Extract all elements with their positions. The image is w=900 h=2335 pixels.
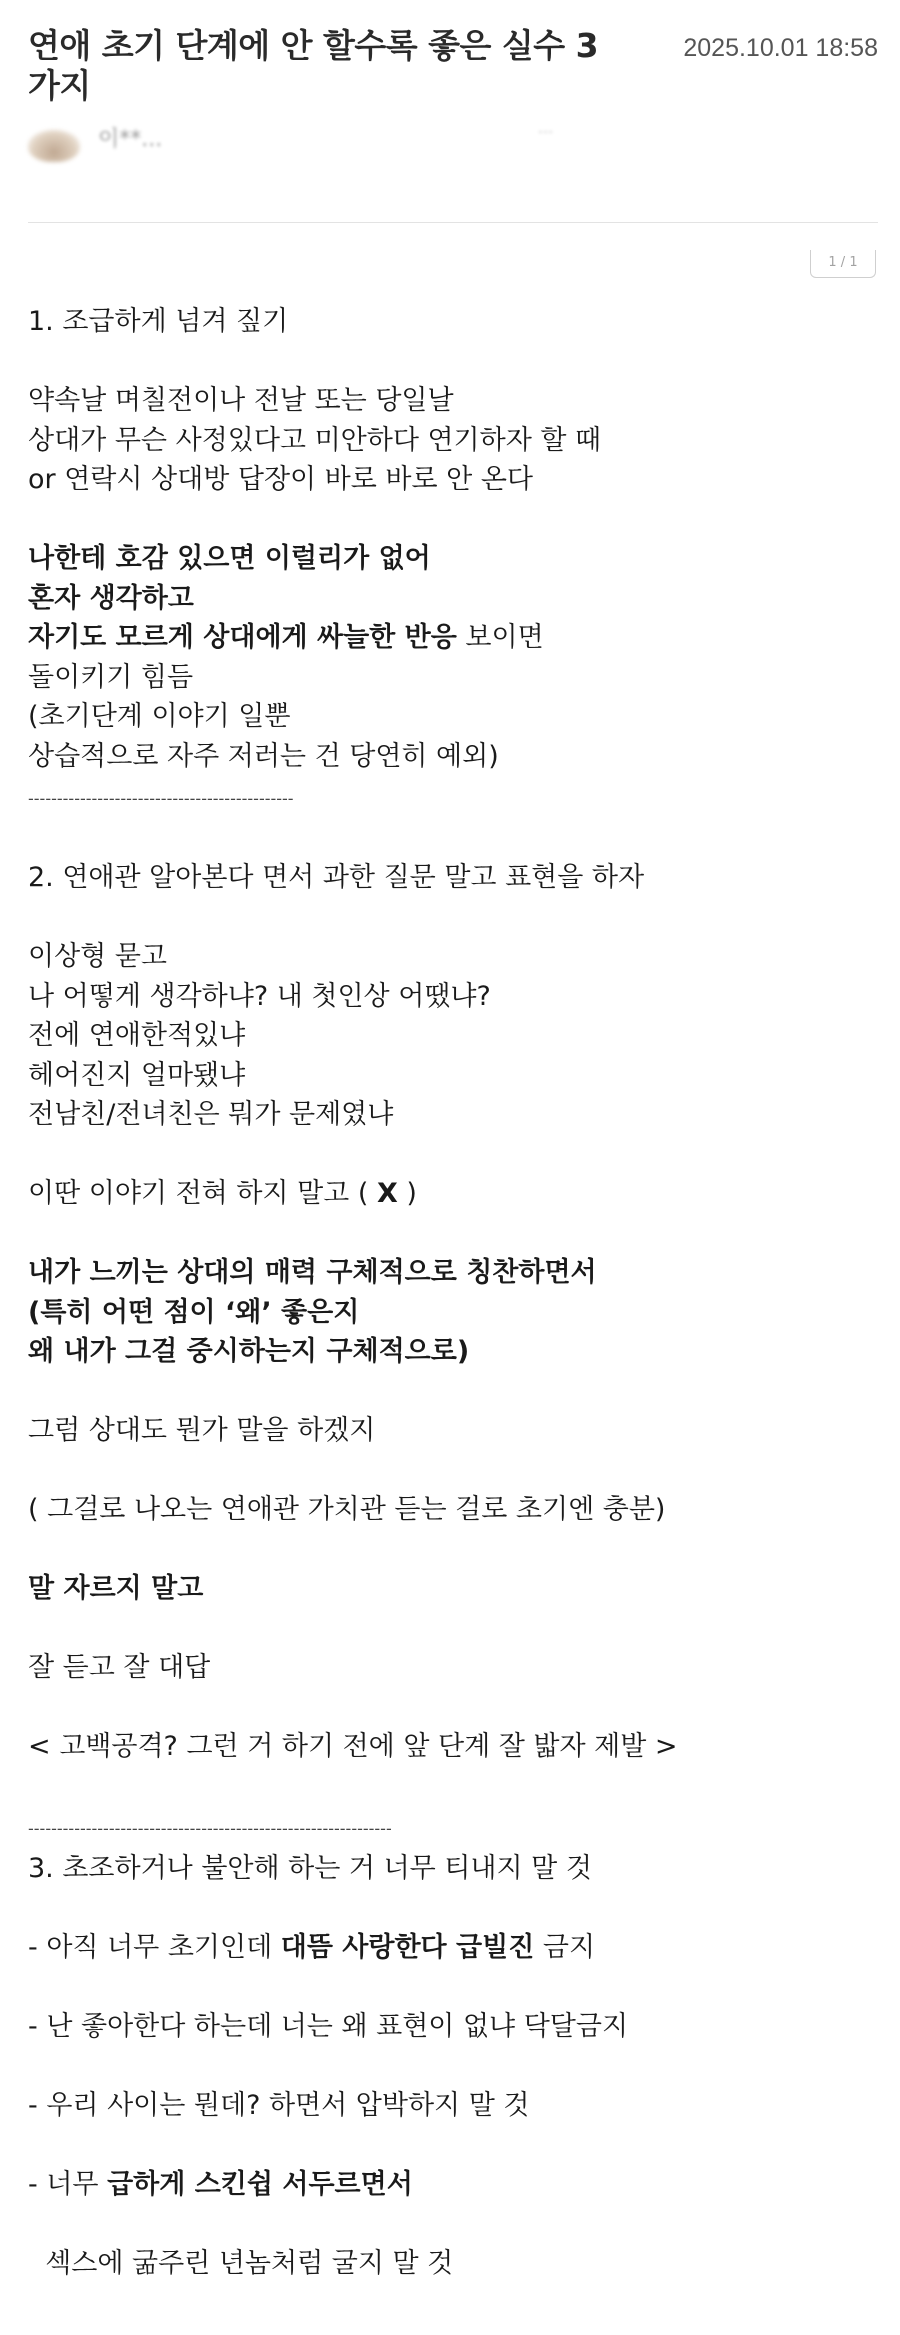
body-text: - 너무 — [28, 2168, 108, 2200]
body-text: 전에 연애한적있냐 — [28, 1020, 246, 1051]
body-text: 2. 연애관 알아본다 면서 과한 질문 말고 표현을 하자 — [28, 862, 645, 893]
blank-line — [28, 1135, 878, 1175]
author-extra: ... — [538, 118, 554, 137]
body-line — [28, 858, 878, 898]
body-line — [28, 1806, 878, 1849]
body-text: 보이면 — [456, 622, 544, 653]
body-line — [28, 2244, 878, 2284]
bold-text: 대뜸 사랑한다 급빌진 — [280, 1931, 535, 1963]
bold-text: X — [376, 1178, 398, 1209]
body-line — [28, 1056, 878, 1096]
blank-line — [28, 500, 878, 540]
body-text: 상대가 무슨 사정있다고 미안하다 연기하자 할 때 — [28, 424, 602, 456]
body-text: 금지 — [534, 1931, 596, 1963]
body-line — [28, 658, 878, 698]
bold-text: 말 자르지 말고 — [28, 1573, 204, 1604]
post-title: 연애 초기 단계에 안 할수록 좋은 실수 3 가지 — [28, 26, 599, 105]
blank-line — [28, 1888, 878, 1928]
blank-line — [28, 1767, 878, 1807]
blank-line — [28, 1530, 878, 1570]
blank-line — [28, 2125, 878, 2165]
body-line — [28, 1569, 878, 1609]
body-text: ) — [397, 1178, 417, 1209]
bold-text: 혼자 생각하고 — [28, 582, 194, 614]
body-line — [28, 381, 878, 421]
body-text: 돌이키기 힘듬 — [28, 661, 194, 693]
blank-line — [28, 1451, 878, 1491]
body-line — [28, 1727, 878, 1767]
body-line — [28, 302, 878, 342]
bold-text: 왜 내가 그걸 중시하는지 구체적으로) — [28, 1336, 470, 1367]
body-line — [28, 421, 878, 461]
author-name[interactable]: 이**... — [98, 127, 163, 152]
bold-text: 나한테 호감 있으면 이럴리가 없어 — [28, 543, 431, 574]
body-line — [28, 1174, 878, 1214]
body-line — [28, 618, 878, 658]
body-line — [28, 1411, 878, 1451]
blank-line — [28, 342, 878, 382]
blank-line — [28, 2204, 878, 2244]
body-text: 이딴 이야기 전혀 하지 말고 ( — [28, 1178, 377, 1209]
body-line — [28, 2007, 878, 2047]
body-line — [28, 1095, 878, 1135]
blank-line — [28, 1688, 878, 1728]
page-toggle-label: 1 / 1 — [828, 255, 858, 270]
body-line — [28, 1490, 878, 1530]
body-text: 전남친/전녀친은 뭐가 문제였냐 — [28, 1099, 394, 1130]
body-text: < 고백공격? 그런 거 하기 전에 앞 단계 잘 밟자 제발 > — [28, 1731, 678, 1762]
body-line — [28, 977, 878, 1017]
body-line — [28, 1253, 878, 1293]
body-line — [28, 697, 878, 737]
body-line — [28, 460, 878, 500]
body-text: 1. 조급하게 넘겨 짚기 — [28, 306, 289, 337]
body-line — [28, 1928, 878, 1968]
body-text: 그럼 상대도 뭔가 말을 하겠지 — [28, 1415, 376, 1446]
blank-line — [28, 1967, 878, 2007]
section-separator: ---------------------------------------------- — [28, 789, 294, 808]
body-text: 잘 듣고 잘 대답 — [28, 1652, 211, 1683]
body-line — [28, 937, 878, 977]
page-toggle-button[interactable] — [810, 250, 876, 278]
header-divider — [28, 222, 878, 223]
body-line — [28, 776, 878, 819]
body-line — [28, 737, 878, 777]
post-datetime: 2025.10.01 18:58 — [683, 34, 878, 62]
body-text: (초기단계 이야기 일뿐 — [28, 701, 291, 732]
body-line — [28, 1332, 878, 1372]
body-text: - 우리 사이는 뭔데? 하면서 압박하지 말 것 — [28, 2089, 530, 2121]
body-line — [28, 2086, 878, 2126]
body-line — [28, 1293, 878, 1333]
body-text: 나 어떻게 생각하냐? 내 첫인상 어땠냐? — [28, 980, 491, 1012]
bold-text: 내가 느끼는 상대의 매력 구체적으로 칭찬하면서 — [28, 1257, 597, 1288]
body-line — [28, 1016, 878, 1056]
bold-text: 급하게 스킨쉽 서두르면서 — [107, 2168, 413, 2200]
author-row[interactable] — [28, 118, 878, 188]
body-text: - 아직 너무 초기인데 — [28, 1931, 281, 1963]
blank-line — [28, 1609, 878, 1649]
body-text: or 연락시 상대방 답장이 바로 바로 안 온다 — [28, 464, 534, 495]
body-line — [28, 2165, 878, 2205]
blank-line — [28, 898, 878, 938]
body-line — [28, 1849, 878, 1889]
blank-line — [28, 819, 878, 859]
body-line — [28, 539, 878, 579]
avatar[interactable] — [28, 130, 80, 162]
body-text: - 난 좋아한다 하는데 너는 왜 표현이 없냐 닥달금지 — [28, 2010, 629, 2042]
body-line — [28, 1648, 878, 1688]
body-text: 상습적으로 자주 저러는 건 당연히 예외) — [28, 740, 499, 772]
blank-line — [28, 1214, 878, 1254]
post-body — [28, 302, 878, 2283]
bold-text: 자기도 모르게 상대에게 싸늘한 반응 — [28, 622, 457, 653]
bold-text: (특히 어떤 점이 ‘왜’ 좋은지 — [28, 1296, 360, 1328]
body-text: 약속날 며칠전이나 전날 또는 당일날 — [28, 385, 454, 416]
section-separator: --------------------------------------------------------------- — [28, 1819, 392, 1838]
body-text: ( 그걸로 나오는 연애관 가치관 듣는 걸로 초기엔 충분) — [28, 1494, 666, 1525]
body-line — [28, 579, 878, 619]
blank-line — [28, 1372, 878, 1412]
body-text: 3. 초조하거나 불안해 하는 거 너무 티내지 말 것 — [28, 1852, 592, 1884]
body-text: 이상형 묻고 — [28, 941, 167, 972]
blank-line — [28, 2046, 878, 2086]
body-text: 섹스에 굶주린 년놈처럼 굴지 말 것 — [28, 2247, 454, 2279]
body-text: 헤어진지 얼마됐냐 — [28, 1059, 246, 1091]
